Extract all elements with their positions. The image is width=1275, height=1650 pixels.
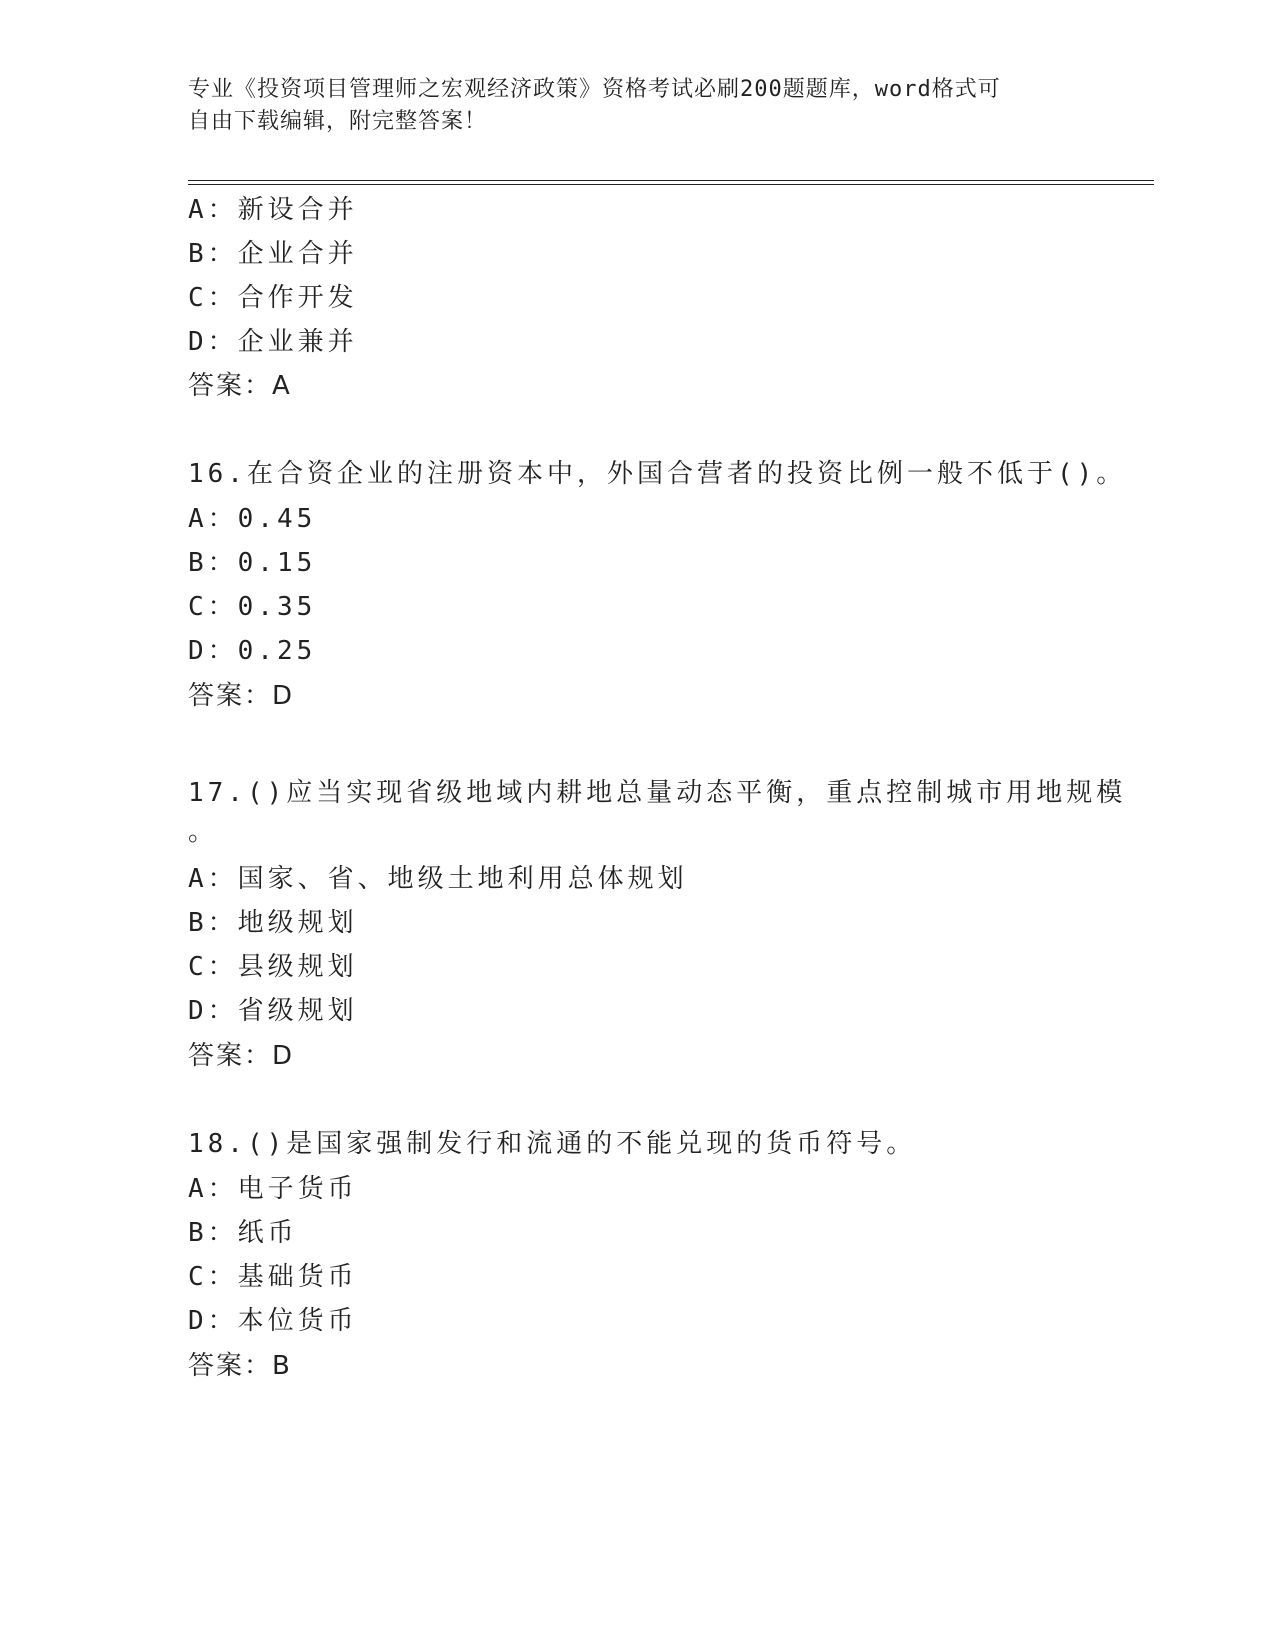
header-line-2: 自由下载编辑，附完整答案！ (188, 109, 488, 134)
header-line-1: 专业《投资项目管理师之宏观经济政策》资格考试必刷200题题库，word格式可 (188, 77, 1001, 102)
q17-question-continuation: 。 (188, 817, 219, 847)
q17-answer: 答案：D (188, 1041, 295, 1071)
q18-answer: 答案：B (188, 1351, 292, 1381)
header-divider-bottom (188, 184, 1154, 185)
q17-question: 17.()应当实现省级地域内耕地总量动态平衡，重点控制城市用地规模 (188, 778, 1127, 808)
q18-option-a: A：电子货币 (188, 1174, 358, 1204)
q17-option-c: C：县级规划 (188, 952, 358, 982)
q16-option-c: C：0.35 (188, 592, 317, 622)
q18-option-b: B：纸币 (188, 1218, 298, 1248)
q15-answer: 答案：A (188, 371, 292, 401)
q16-answer: 答案：D (188, 681, 295, 711)
document-header (188, 74, 1088, 138)
header-divider-top (188, 180, 1154, 181)
q15-option-b: B：企业合并 (188, 239, 358, 269)
q15-option-d: D：企业兼并 (188, 327, 358, 357)
q17-option-a: A：国家、省、地级土地利用总体规划 (188, 864, 688, 894)
q16-option-a: A：0.45 (188, 504, 317, 534)
q16-option-d: D：0.25 (188, 636, 317, 666)
q17-option-d: D：省级规划 (188, 996, 358, 1026)
q16-question: 16.在合资企业的注册资本中，外国合营者的投资比例一般不低于()。 (188, 459, 1127, 489)
q15-option-c: C：合作开发 (188, 283, 358, 313)
q18-option-d: D：本位货币 (188, 1306, 358, 1336)
q15-option-a: A：新设合并 (188, 195, 358, 225)
q16-option-b: B：0.15 (188, 548, 317, 578)
q18-option-c: C：基础货币 (188, 1262, 358, 1292)
q18-question: 18.()是国家强制发行和流通的不能兑现的货币符号。 (188, 1129, 917, 1159)
q17-option-b: B：地级规划 (188, 908, 358, 938)
